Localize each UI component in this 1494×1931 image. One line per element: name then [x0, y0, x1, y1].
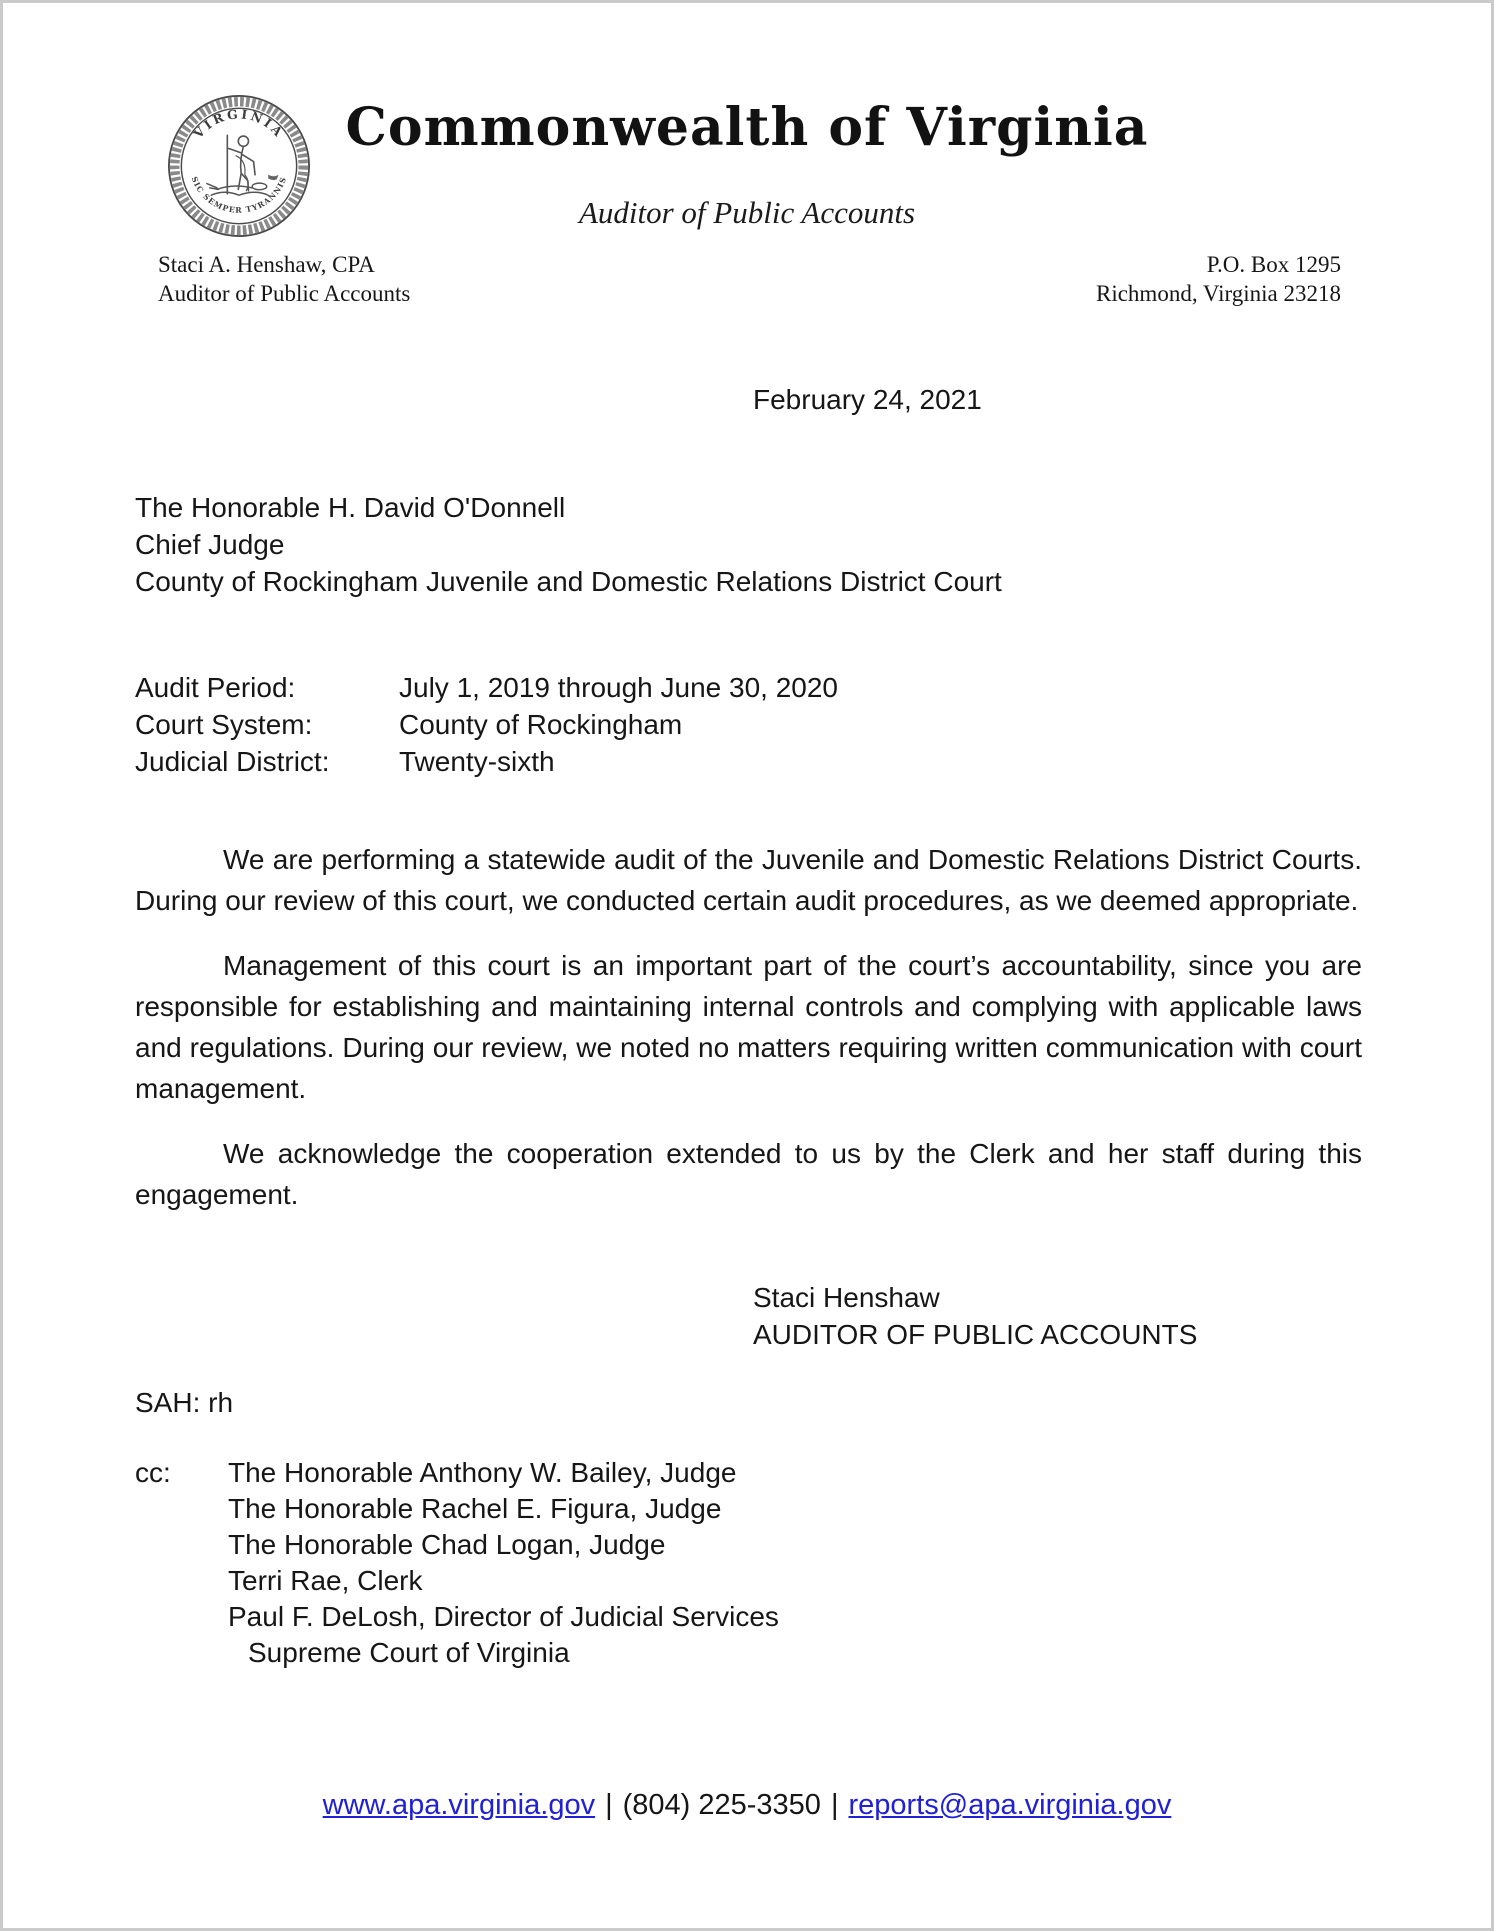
recipient-title: Chief Judge	[135, 529, 285, 560]
cc-block	[135, 1455, 779, 1671]
court-system-value: County of Rockingham	[399, 709, 683, 740]
org-title: Commonwealth of Virginia	[345, 97, 1149, 158]
auditor-title: Auditor of Public Accounts	[158, 281, 411, 306]
letter-body	[135, 839, 1362, 1239]
judicial-district-label: Judicial District:	[135, 746, 330, 777]
email-link[interactable]: reports@apa.virginia.gov	[848, 1789, 1172, 1821]
contact-right	[1096, 250, 1341, 308]
signature-title: AUDITOR OF PUBLIC ACCOUNTS	[753, 1319, 1198, 1350]
paragraph-2: Management of this court is an important part of the court’s accountability, since you are responsible for establishing and maintaining internal controls and complying with applicable laws and regulations. During our review, we noted no matters requiring written communication with court management.	[135, 950, 1362, 1104]
cc-item: Paul F. DeLosh, Director of Judicial Services	[228, 1601, 779, 1632]
seal-top-text: VIRGINIA	[190, 106, 288, 142]
cc-list	[228, 1455, 779, 1671]
cc-item: The Honorable Anthony W. Bailey, Judge	[228, 1457, 737, 1488]
cc-item: Supreme Court of Virginia	[248, 1637, 570, 1668]
audit-period-row	[135, 669, 838, 706]
paragraph-3: We acknowledge the cooperation extended to us by the Clerk and her staff during this engagement.	[135, 1138, 1362, 1210]
footer-separator: |	[605, 1789, 613, 1821]
seal-bottom-text: SIC SEMPER TYRANNIS	[189, 175, 289, 215]
website-link[interactable]: www.apa.virginia.gov	[322, 1789, 596, 1821]
phone-number: (804) 225-3350	[622, 1789, 821, 1821]
auditor-name: Staci A. Henshaw, CPA	[158, 252, 375, 277]
signature-block	[753, 1279, 1197, 1353]
audit-info-block	[135, 669, 838, 780]
contact-left	[158, 250, 410, 308]
reference-initials: SAH: rh	[135, 1387, 234, 1418]
paragraph-1: We are performing a statewide audit of the Juvenile and Domestic Relations District Courts. During our review of this court, we conducted certain audit procedures, as we deemed appropriate.	[135, 844, 1362, 916]
cc-item: The Honorable Rachel E. Figura, Judge	[228, 1493, 722, 1524]
footer-separator: |	[830, 1789, 839, 1821]
audit-period-label: Audit Period:	[135, 672, 296, 703]
court-system-label: Court System:	[135, 709, 313, 740]
city-state-zip: Richmond, Virginia 23218	[1095, 281, 1341, 306]
cc-item: The Honorable Chad Logan, Judge	[228, 1529, 666, 1560]
court-system-row	[135, 706, 838, 743]
recipient-block	[135, 489, 1002, 600]
po-box: P.O. Box 1295	[1206, 252, 1341, 277]
judicial-district-row	[135, 743, 838, 780]
audit-period-value: July 1, 2019 through June 30, 2020	[399, 672, 839, 703]
signature-name: Staci Henshaw	[753, 1282, 940, 1313]
org-subtitle: Auditor of Public Accounts	[578, 195, 916, 230]
judicial-district-value: Twenty-sixth	[399, 746, 555, 777]
recipient-court: County of Rockingham Juvenile and Domestic Relations District Court	[135, 566, 1002, 597]
cc-item: Terri Rae, Clerk	[228, 1565, 423, 1596]
letter-footer	[3, 1789, 1491, 1822]
recipient-name: The Honorable H. David O'Donnell	[135, 492, 566, 523]
cc-label: cc:	[135, 1457, 171, 1488]
letter-date: February 24, 2021	[753, 384, 982, 415]
